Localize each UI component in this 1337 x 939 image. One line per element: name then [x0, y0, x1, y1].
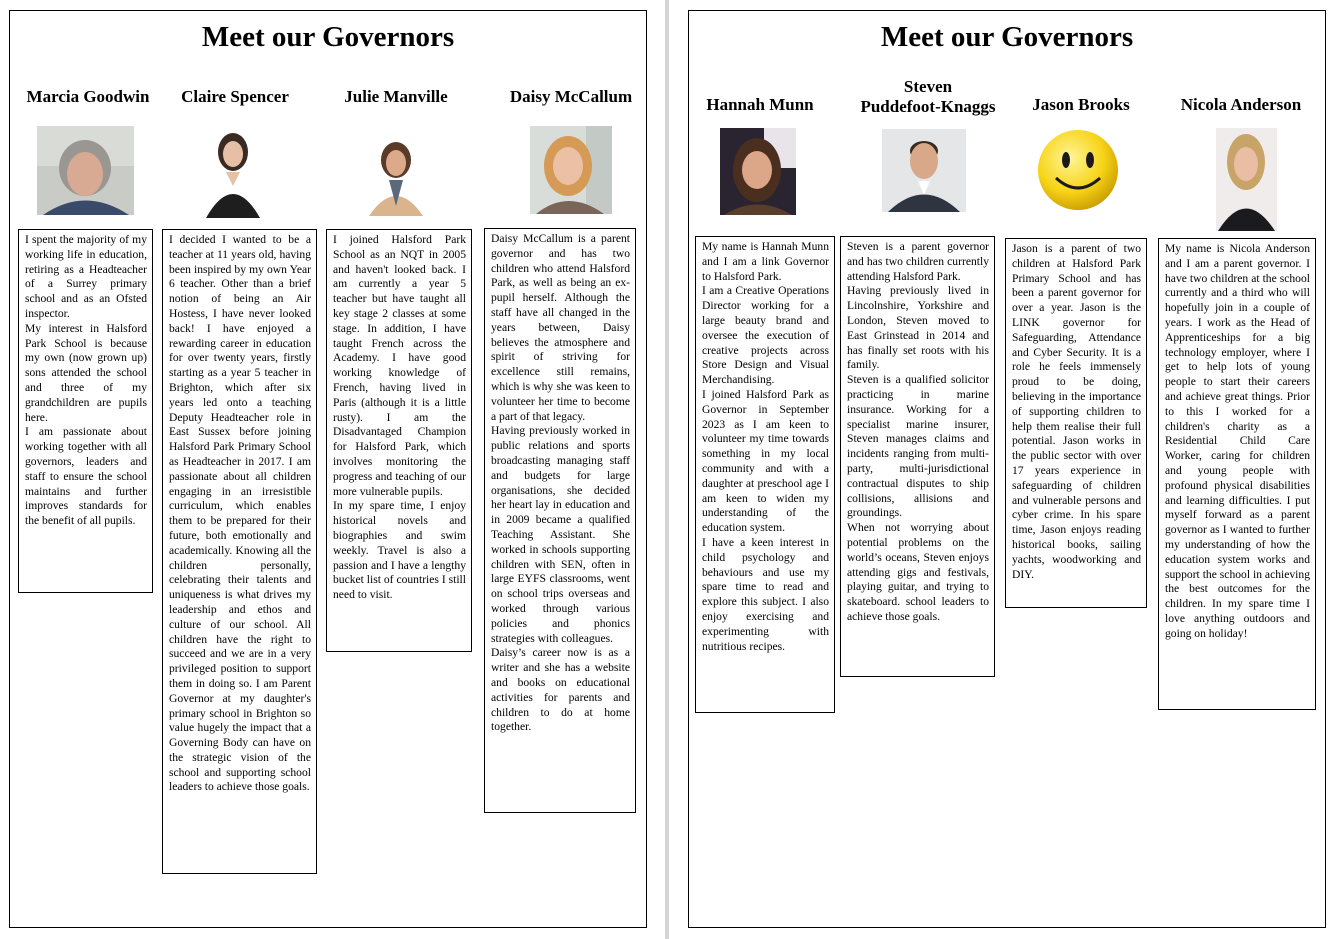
bio-paragraph: Steven is a qualified solicitor practicing in marine insurance. Working for a specialist marine insurer, Steven manages claims and incidents ranging from multi-party, multi-jurisdictional contractual disputes to ship collisions, allisions and groundings.: [847, 373, 989, 520]
portrait-photo-steven: [882, 129, 966, 212]
right-page: [688, 10, 1326, 928]
portrait-photo-julie: [365, 136, 427, 216]
bio-paragraph: Daisy’s career now is as a writer and she has a website and books on educational activities for parents and children to do at home together.: [491, 646, 630, 734]
bio-paragraph: I have a keen interest in child psychology and behaviours and use my spare time to read and explore this subject. I also enjoy exercising and experimenting with nutritious recipes.: [702, 535, 829, 653]
page-divider: [665, 0, 669, 939]
governor-name-hannah: Hannah Munn: [706, 95, 814, 114]
bio-paragraph: When not worrying about potential problems on the world’s oceans, Steven enjoys attending gigs and festivals, playing guitar, and trying to skateboard. school leaders to achieve those goals.: [847, 521, 989, 623]
governor-name-line: Puddefoot-Knaggs: [860, 97, 996, 116]
bio-paragraph: Having previously lived in Lincolnshire, Yorkshire and London, Steven moved to East Grinstead in 2014 and has finally set roots with his family.: [847, 284, 989, 372]
portrait-photo-daisy: [530, 126, 612, 214]
bio-paragraph: My name is Hannah Munn and I am a link Governor to Halsford Park.: [702, 240, 829, 283]
bio-paragraph: Daisy McCallum is a parent governor and has two children who attend Halsford Park, as well as being an ex-pupil herself. Although the staff have all changed in the years between, Daisy believes the atmosphere and spirit of striving for excellence still remains, which is why she was keen to volunteer her time to become a part of that legacy.: [491, 232, 630, 423]
bio-paragraph: I joined Halsford Park as Governor in September 2023 as I am keen to volunteer my time towards something in my local community and with a daughter at preschool age I am keen to widen my understanding of the education system.: [702, 387, 829, 535]
bio-paragraph: My interest in Halsford Park School is because my own (now grown up) sons attended the school and three of my grandchildren are pupils here.: [25, 321, 147, 424]
governor-name-jason: Jason Brooks: [1032, 95, 1130, 114]
bio-paragraph: I decided I wanted to be a teacher at 11 years old, having been inspired by my own Year 6 teacher. Other than a brief notion of being an Air Hostess, I have never looked back! I have enjoyed a rewarding career in education for over twenty years, firstly starting as a year 5 teacher in Brighton, which after six years led onto a teaching Deputy Headteacher role in East Sussex before joining Halsford Park Primary School as Headteacher in 2017. I am passionate about all children engaging in an irresistible curriculum, which enables them to be prepared for their future, both emotionally and academically. Knowing all the children personally, celebrating their talents and uniqueness is what drives my leadership and ethos and culture of our school. All children have the right to succeed and we are in a very privileged position to support them in doing so. I am Parent Governor at my daughter's primary school in Brighton so value hugely the impact that a Governing Body can have on the strategic vision of the school and supporting school leaders to achieve those goals.: [169, 233, 311, 794]
bio-paragraph: Jason is a parent of two children at Halsford Park Primary School and has been a parent governor for over a year. Jason is the LINK governor for Safeguarding, Attendance and Cyber Security. It is a role he feels immensely proud to be doing, believing in the importance of supporting children to help them realise their full potential. Jason works in the public sector with over 17 years experience in safeguarding of children and vulnerable persons and cyber crime. In his spare time, Jason enjoys reading historical books, sailing yachts, woodworking and DIY.: [1012, 242, 1141, 581]
governor-name-julie: Julie Manville: [344, 87, 448, 106]
page-title: Meet our Governors: [201, 21, 455, 53]
portrait-photo-marcia: [37, 126, 134, 215]
bio-claire: [162, 229, 317, 874]
governor-name-line: Steven: [903, 77, 953, 96]
bio-paragraph: Having previously worked in public relations and sports broadcasting managing staff and budgets for large organisations, she decided her heart lay in education and in 2009 became a qualified Teaching Assistant. She worked in schools supporting children with SEN, often in large EYFS classrooms, went on school trips overseas and worked through various policies and phonics strategies with colleagues.: [491, 424, 630, 645]
governor-name-marcia: Marcia Goodwin: [26, 87, 150, 106]
page-title: Meet our Governors: [880, 21, 1134, 53]
bio-paragraph: My name is Nicola Anderson and I am a parent governor. I have two children at the school currently and a third who will hopefully join in a couple of years. I work as the Head of Apprenticeships for a big technology employer, where I get to help lots of young people to start their careers and achieve great things. Prior to this I worked for a children's charity as a Residential Child Care Worker, caring for children and young people with profound physical disabilities and learning difficulties. I put myself forward as a parent governor as I wanted to further my understanding of how the education system works and support the school in achieving the best outcomes for the children. In my spare time I love anything outdoors and going on holiday!: [1165, 242, 1310, 640]
bio-paragraph: I spent the majority of my working life in education, retiring as a Headteacher of a Surrey primary school and as an Ofsted inspector.: [25, 233, 147, 320]
bio-jason: [1005, 238, 1147, 608]
bio-paragraph: I joined Halsford Park School as an NQT in 2005 and haven't looked back. I am currently a year 5 teacher but have taught all key stage 2 classes at some stage. In addition, I have taught French across the Academy. I have good working knowledge of French, having lived in Paris (although it is a little rusty). I am the Disadvantaged Champion for Halsford Park, which involves monitoring the progress and teaching of our more vulnerable pupils.: [333, 233, 466, 498]
bio-paragraph: I am a Creative Operations Director working for a large beauty brand and oversee the execution of creative projects across Store Design and Visual Merchandising.: [702, 284, 829, 387]
governor-name-claire: Claire Spencer: [181, 87, 289, 106]
bio-paragraph: I am passionate about working together with all governors, leaders and staff to ensure the school maintains and further improves standards for the benefit of all pupils.: [25, 425, 147, 528]
governor-name-daisy: Daisy McCallum: [509, 87, 633, 106]
portrait-photo-claire: [202, 126, 264, 218]
bio-daisy: [484, 228, 636, 813]
left-page: [9, 10, 647, 928]
smiley-face-icon: [1036, 128, 1120, 212]
portrait-photo-hannah: [720, 128, 796, 215]
portrait-photo-nicola: [1216, 128, 1277, 231]
bio-marcia: [18, 229, 153, 593]
bio-hannah: [695, 236, 835, 713]
bio-paragraph: In my spare time, I enjoy historical novels and biographies and swim weekly. Travel is also a passion and I have a lengthy bucket list of countries I still need to visit.: [333, 499, 466, 602]
bio-julie: [326, 229, 472, 652]
governor-name-steven: [849, 77, 1007, 117]
bio-paragraph: Steven is a parent governor and has two children currently attending Halsford Park.: [847, 240, 989, 283]
bio-nicola: [1158, 238, 1316, 710]
bio-steven: [840, 236, 995, 677]
governor-name-nicola: Nicola Anderson: [1180, 95, 1302, 114]
